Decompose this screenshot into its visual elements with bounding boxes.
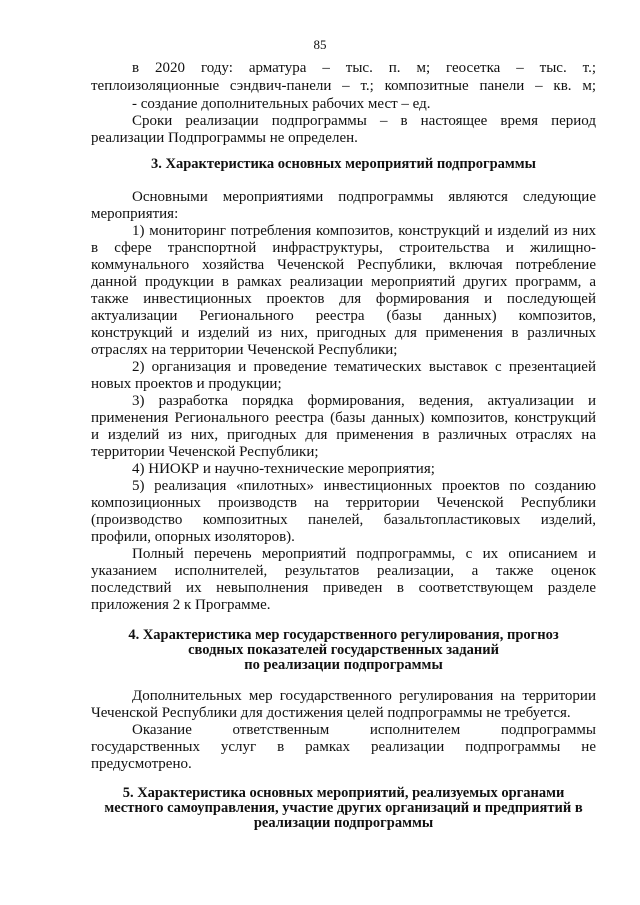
text-line: конструкций и изделий из них, пригодных для применения в различных xyxy=(91,325,596,341)
text-line: территории Чеченской Республики; xyxy=(91,444,319,460)
text-line: (производство композитных панелей, базальтопластиковых изделий, xyxy=(91,512,596,528)
text-line: профили, опорных изоляторов). xyxy=(91,529,295,545)
text-line: 3) разработка порядка формирования, ведения, актуализации и xyxy=(132,393,596,409)
text-line: в сфере транспортной инфраструктуры, строительства и жилищно- xyxy=(91,240,596,256)
text-line: также инвестиционных проектов для формирования и последующей xyxy=(91,291,596,307)
section-heading: по реализации подпрограммы xyxy=(244,657,443,673)
text-line: композиционных производств на территории Чеченской Республики xyxy=(91,495,596,511)
page-number: 85 xyxy=(313,37,327,52)
text-line: данной продукции в рамках реализации мероприятий других программ, а xyxy=(91,274,596,290)
text-line: применения Регионального реестра (базы данных) композитов, конструкций xyxy=(91,410,596,426)
section-heading: 3. Характеристика основных мероприятий подпрограммы xyxy=(151,156,536,172)
section-heading: местного самоуправления, участие других организаций и предприятий в xyxy=(104,800,583,816)
text-line: реализации Подпрограммы не определен. xyxy=(91,130,358,146)
text-line: в 2020 году: арматура – тыс. п. м; геосетка – тыс. т.; xyxy=(132,60,596,76)
text-line: 4) НИОКР и научно-технические мероприятия; xyxy=(132,461,435,477)
text-line: последствий их невыполнения приведен в соответствующем разделе xyxy=(91,580,596,596)
text-line: отраслях на территории Чеченской Республики; xyxy=(91,342,398,358)
text-line: указанием исполнителей, результатов реализации, а также оценок xyxy=(91,563,596,579)
text-line: Оказание ответственным исполнителем подпрограммы xyxy=(132,722,596,738)
text-line: Чеченской Республики для достижения целей подпрограммы не требуется. xyxy=(91,705,571,721)
text-line: коммунального хозяйства Чеченской Республики, включая потребление xyxy=(91,257,596,273)
text-line: Полный перечень мероприятий подпрограммы, с их описанием и xyxy=(132,546,596,562)
text-line: 5) реализация «пилотных» инвестиционных проектов по созданию xyxy=(132,478,596,494)
text-line: актуализации Регионального реестра (базы данных) композитов, xyxy=(91,308,596,324)
text-line: теплоизоляционные сэндвич-панели – т.; композитные панели – кв. м; xyxy=(91,78,596,94)
text-line: государственных услуг в рамках реализации подпрограммы не xyxy=(91,739,596,755)
text-line: 1) мониторинг потребления композитов, конструкций и изделий из них xyxy=(132,223,596,239)
text-line: и изделий из них, пригодных для применения в различных отраслях на xyxy=(91,427,596,443)
text-line: Основными мероприятиями подпрограммы являются следующие xyxy=(132,189,596,205)
text-line: 2) организация и проведение тематических выставок с презентацией xyxy=(132,359,596,375)
section-heading: сводных показателей государственных заданий xyxy=(188,642,499,658)
text-line: - создание дополнительных рабочих мест – ед. xyxy=(132,96,431,112)
section-heading: 5. Характеристика основных мероприятий, реализуемых органами xyxy=(122,785,565,801)
text-line: Сроки реализации подпрограммы – в настоящее время период xyxy=(132,113,596,129)
section-heading: реализации подпрограммы xyxy=(253,815,434,831)
text-line: новых проектов и продукции; xyxy=(91,376,282,392)
text-line: предусмотрено. xyxy=(91,756,192,772)
section-heading: 4. Характеристика мер государственного регулирования, прогноз xyxy=(128,627,559,643)
text-line: приложения 2 к Программе. xyxy=(91,597,271,613)
text-line: мероприятия: xyxy=(91,206,179,222)
text-line: Дополнительных мер государственного регулирования на территории xyxy=(132,688,596,704)
